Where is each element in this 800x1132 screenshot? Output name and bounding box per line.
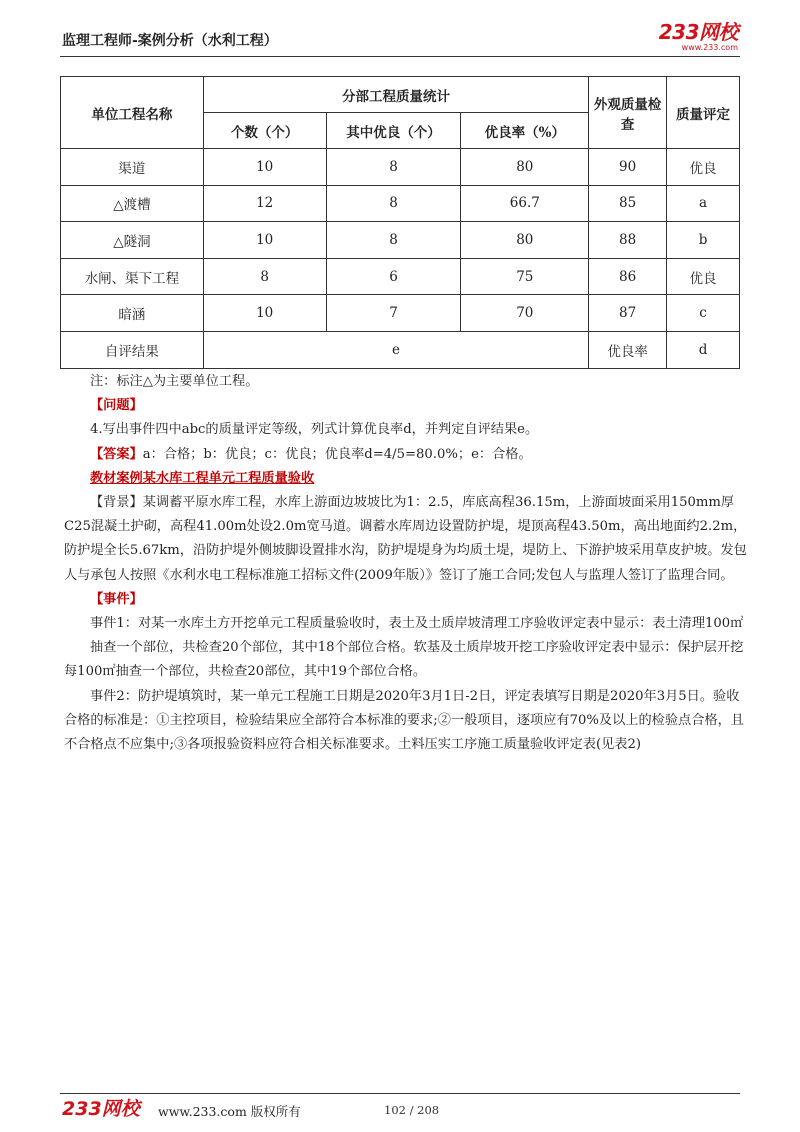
cell-excellent: 8	[326, 222, 461, 259]
header-rate: 优良率（%）	[461, 113, 589, 149]
cell-appearance: 87	[589, 295, 667, 332]
events-heading: 【事件】	[90, 591, 143, 607]
cell-name: △渡槽	[61, 185, 204, 222]
header-grade: 质量评定	[667, 77, 740, 149]
document-body	[64, 370, 750, 757]
table-row	[61, 258, 740, 295]
cell-appearance: 86	[589, 258, 667, 295]
cell-excellent: 7	[326, 295, 461, 332]
event1-part1	[64, 612, 750, 636]
question-text: 4.写出事件四中abc的质量评定等级，列式计算优良率d，并判定自评结果e。	[90, 422, 539, 438]
cell-rate: 80	[461, 222, 589, 259]
cell-excellent: 8	[326, 185, 461, 222]
cell-excellent: 8	[326, 149, 461, 186]
brand-logo	[659, 22, 738, 52]
cell-rate: 80	[461, 149, 589, 186]
page-header-title: 监理工程师-案例分析（水利工程）	[62, 33, 278, 49]
header-divider	[60, 56, 740, 57]
cell-grade: b	[667, 222, 740, 259]
brand-url: www.233.com	[681, 43, 738, 52]
cell-appearance: 85	[589, 185, 667, 222]
footer-divider	[60, 1093, 740, 1094]
header-excellent: 其中优良（个）	[326, 113, 461, 149]
summary-grade: d	[667, 331, 740, 368]
brand-logo-text: 233网校	[658, 20, 738, 44]
cell-count: 12	[203, 185, 326, 222]
cell-rate: 75	[461, 258, 589, 295]
table-row	[61, 185, 740, 222]
cell-excellent: 6	[326, 258, 461, 295]
cell-grade: a	[667, 185, 740, 222]
page-number: 102 / 208	[384, 1103, 440, 1117]
header-appearance: 外观质量检查	[589, 77, 667, 149]
cell-name: 渠道	[61, 149, 204, 186]
cell-count: 8	[203, 258, 326, 295]
cell-grade: 优良	[667, 149, 740, 186]
cell-count: 10	[203, 295, 326, 332]
cell-name: 暗涵	[61, 295, 204, 332]
table-note: 注：标注△为主要单位工程。	[90, 374, 259, 389]
question-heading: 【问题】	[90, 398, 143, 414]
table-row	[61, 222, 740, 259]
table-row	[61, 295, 740, 332]
footer-copyright: www.233.com 版权所有	[158, 1104, 301, 1119]
cell-count: 10	[203, 149, 326, 186]
footer-logo: 233网校	[62, 1098, 140, 1120]
event2-text: 事件2：防护堤填筑时，某一单元工程施工日期是2020年3月1日-2日，评定表填写日期是2020年3月5日。验收合格的标准是：①主控项目，检验结果应全部符合本标准的要求;②一般项目，逐项应有70%及以上的检验点合格，且不合格点不应集中;③各项报验资料应符合相关标准要求。土料压实工序施工质量验收评定表(见表2)	[64, 688, 744, 753]
cell-name: △隧洞	[61, 222, 204, 259]
cell-count: 10	[203, 222, 326, 259]
header-group: 分部工程质量统计	[203, 77, 588, 113]
table-row	[61, 149, 740, 186]
event2	[64, 685, 750, 758]
summary-merged-value: e	[203, 331, 588, 368]
event1-part1-text: 事件1：对某一水库土方开挖单元工程质量验收时，表土及土质岸坡清理工序验收评定表中显示：表土清理100㎡	[90, 616, 744, 632]
cell-name: 水闸、渠下工程	[61, 258, 204, 295]
cell-appearance: 90	[589, 149, 667, 186]
cell-rate: 66.7	[461, 185, 589, 222]
background-heading: 【背景】	[90, 495, 143, 511]
event1-part2	[64, 636, 750, 684]
header-count: 个数（个）	[203, 113, 326, 149]
header-unit-name: 单位工程名称	[61, 77, 204, 149]
cell-rate: 70	[461, 295, 589, 332]
cell-appearance: 88	[589, 222, 667, 259]
answer-heading: 【答案】	[90, 446, 143, 462]
case-title: 教材案例某水库工程单元工程质量验收	[90, 470, 315, 486]
summary-row	[61, 331, 740, 368]
event1-part2-text: 抽查一个部位，共检查20个部位，其中18个部位合格。软基及土质岸坡开挖工序验收评定表中显示：保护层开挖每100㎡抽查一个部位，共检查20部位，其中19个部位合格。	[64, 640, 744, 680]
quality-table	[60, 76, 740, 369]
cell-grade: 优良	[667, 258, 740, 295]
background-text: 某调蓄平原水库工程，水库上游面边坡坡比为1：2.5，库底高程36.15m，上游面坡面采用150mm厚C25混凝土护砌，高程41.00m处设2.0m宽马道。调蓄水库周边设置防护堤，堤顶高程43.50m，高出地面约2.2m，防护堤全长5.67km，沿防护堤外侧坡脚设置排水沟，防护堤堤身为均质土堤，堤防上、下游护坡采用草皮护坡。发包人与承包人按照《水利水电工程标准施工招标文件(2009年版）》签订了施工合同;发包人与监理人签订了监理合同。	[64, 495, 747, 583]
summary-rate-label: 优良率	[589, 331, 667, 368]
summary-label: 自评结果	[61, 331, 204, 368]
cell-grade: c	[667, 295, 740, 332]
answer-text: a：合格；b：优良；c：优良；优良率d=4/5=80.0%；e：合格。	[142, 446, 532, 462]
